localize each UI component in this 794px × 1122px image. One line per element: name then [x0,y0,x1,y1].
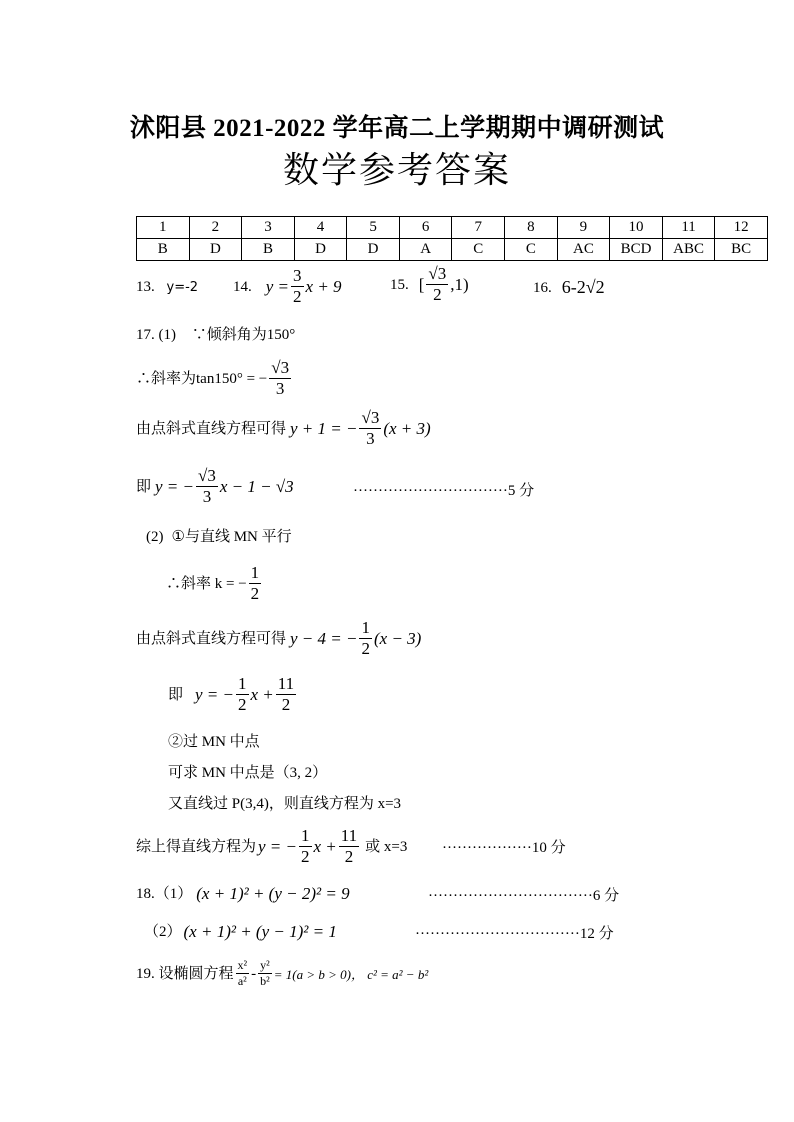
q17-p2-eq-lhs: y − 4 = − [290,628,358,648]
fraction-numerator: 11 [277,674,295,693]
fraction-denominator: 2 [250,584,260,603]
fraction-denominator: 3 [366,429,375,448]
q19-fraction-1 [236,958,250,989]
q17-eq-lhs: y + 1 = − [290,418,358,438]
q15-rest: ,1) [450,274,469,294]
fraction-numerator: √3 [361,408,380,427]
q17-p2-eq-fraction [359,618,372,659]
q17-part1-line1 [136,325,295,345]
q17-p2-res-mid: x + [250,684,274,704]
fraction-numerator: x² [237,958,248,972]
case-one-marker: ① [171,529,185,545]
q14-line [233,266,342,307]
q17-result-fraction [196,466,218,507]
q17-part2-case1 [146,527,292,547]
q14-rest: x + 9 [305,276,342,296]
q17-eq-prefix: 由点斜式直线方程可得 [136,420,287,437]
q17-slope-fraction [269,358,291,399]
fraction-denominator: 2 [433,285,442,304]
fraction-numerator: 1 [361,618,370,637]
fraction-numerator: √3 [198,466,216,485]
q18-part2-line [144,922,337,942]
q17-summary-mid: x + [313,836,337,856]
fraction-numerator: 3 [293,266,302,285]
q14-fraction [291,266,304,307]
table-cell: 11 [662,217,715,239]
q17-label: 17. (1) [136,327,176,343]
q17-eq-fraction [359,408,381,449]
fraction-denominator: 2 [293,287,302,306]
q17-p2-eq-prefix: 由点斜式直线方程可得 [136,630,287,647]
fraction-numerator: 1 [238,674,247,693]
q17-vertical-line: 又直线过 P(3,4)，则直线方程为 x=3 [168,796,402,812]
q14-lhs: y = [265,276,290,296]
fraction-denominator: 2 [238,695,247,714]
q17-summary-line [136,826,407,867]
q17-summary-score: ··················10 分 [442,840,566,856]
q19-label: 19. 设椭圆方程 [136,965,234,982]
table-cell: 5 [347,217,400,239]
document-subtitle: 数学参考答案 [282,150,511,191]
q17-p2-res-lhs: y = − [195,684,235,704]
q17-ji: 即 [136,478,152,495]
q17-because: ∵倾斜角为150° [191,327,296,343]
q17-case1-text: 与直线 MN 平行 [184,529,292,545]
table-cell: D [347,239,400,261]
table-cell: 1 [137,217,190,239]
q17-part2-slope-line [166,563,263,604]
q15-label: 15. [390,276,409,293]
q13-answer: y=-2 [166,280,199,295]
table-cell: BC [715,239,768,261]
table-cell: C [505,239,558,261]
fraction-numerator: 1 [250,563,260,582]
q17-part1-score: ·······························5 分 [353,483,535,499]
q17-p2-res-fraction-2 [276,674,296,715]
q17-summary-fraction-2 [339,826,359,867]
fraction-denominator: 2 [361,639,370,658]
table-cell: B [137,239,190,261]
q18-label: 18.（1） [136,886,193,902]
q17-slope-prefix: ∴斜率为tan150° = − [136,370,268,387]
fraction-denominator: 2 [281,695,291,714]
fraction-denominator: 3 [275,379,285,398]
q19-fraction-2 [258,958,272,989]
table-cell: 9 [557,217,610,239]
table-cell: D [294,239,347,261]
q17-point-slope-line [136,408,431,449]
q17-p2-slope-prefix: ∴斜率 k = − [166,575,247,592]
table-cell: ABC [662,239,715,261]
q18-part2-equation: (x + 1)² + (y − 1)² = 1 [183,922,337,941]
fraction-numerator: √3 [271,358,290,377]
q17-summary-prefix: 综上得直线方程为 [136,838,257,855]
table-cell: C [452,239,505,261]
q15-fraction [426,264,448,305]
q17-eq-rest: (x + 3) [383,418,431,438]
q14-label: 14. [233,278,252,295]
q17-summary-or: 或 x=3 [365,838,408,855]
q17-part2-label: (2) [146,529,164,545]
q17-part2-point-slope-line [136,618,421,659]
question-number-row [137,217,768,239]
q13-label: 13. [136,279,155,295]
fraction-numerator: √3 [428,264,447,283]
q18-part2-score: ·································12 分 [415,926,614,942]
fraction-denominator: 3 [202,487,212,506]
q17-slope-line [136,358,293,399]
table-cell: 6 [399,217,452,239]
fraction-numerator: y² [260,958,270,972]
q15-line [390,264,469,305]
table-cell: 7 [452,217,505,239]
q19-rest: = 1(a > b > 0)， c² = a² − b² [273,967,429,982]
q17-result-line [136,466,294,507]
answer-row [137,239,768,261]
table-cell: 8 [505,217,558,239]
q16-label: 16. [533,279,552,296]
q18-part1-equation: (x + 1)² + (y − 2)² = 9 [196,884,350,903]
table-cell: 10 [610,217,663,239]
q13-line [136,277,198,298]
table-cell: AC [557,239,610,261]
q17-result-rest: x − 1 − √3 [219,476,294,496]
table-cell: D [189,239,242,261]
fraction-denominator: b² [260,974,270,988]
q17-summary-fraction-1 [299,826,312,867]
q16-line [533,277,605,298]
q17-p2-ji: 即 [168,686,184,703]
q18-part1-score: ·································6 分 [428,888,620,904]
q16-answer: 6-2√2 [561,277,605,297]
fraction-numerator: 1 [301,826,310,845]
q17-part2-result-line [168,674,298,715]
q18-part2-label: （2） [144,924,182,940]
table-cell: B [242,239,295,261]
choice-answer-table [136,216,768,261]
q19-minus: - [251,965,257,982]
fraction-denominator: 2 [301,847,310,866]
q17-p2-res-fraction-1 [236,674,249,715]
fraction-numerator: 11 [340,826,358,845]
q17-result-lhs: y = − [155,476,195,496]
document-title: 沭阳县 2021-2022 学年高二上学期期中调研测试 [129,115,665,142]
fraction-denominator: 2 [344,847,354,866]
q17-summary-lhs: y = − [258,836,298,856]
fraction-denominator: a² [237,974,247,988]
q17-midpoint: 可求 MN 中点是（3, 2） [168,765,328,781]
table-cell: BCD [610,239,663,261]
table-cell: 12 [715,217,768,239]
q19-line [136,958,428,989]
q15-open: [ [418,274,425,294]
q17-p2-eq-rest: (x − 3) [373,628,422,648]
q17-p2-slope-fraction [249,563,262,604]
table-cell: 4 [294,217,347,239]
table-cell: 2 [189,217,242,239]
table-cell: A [399,239,452,261]
q17-case2: ②过 MN 中点 [168,734,260,750]
table-cell: 3 [242,217,295,239]
q18-part1-line [136,884,350,904]
